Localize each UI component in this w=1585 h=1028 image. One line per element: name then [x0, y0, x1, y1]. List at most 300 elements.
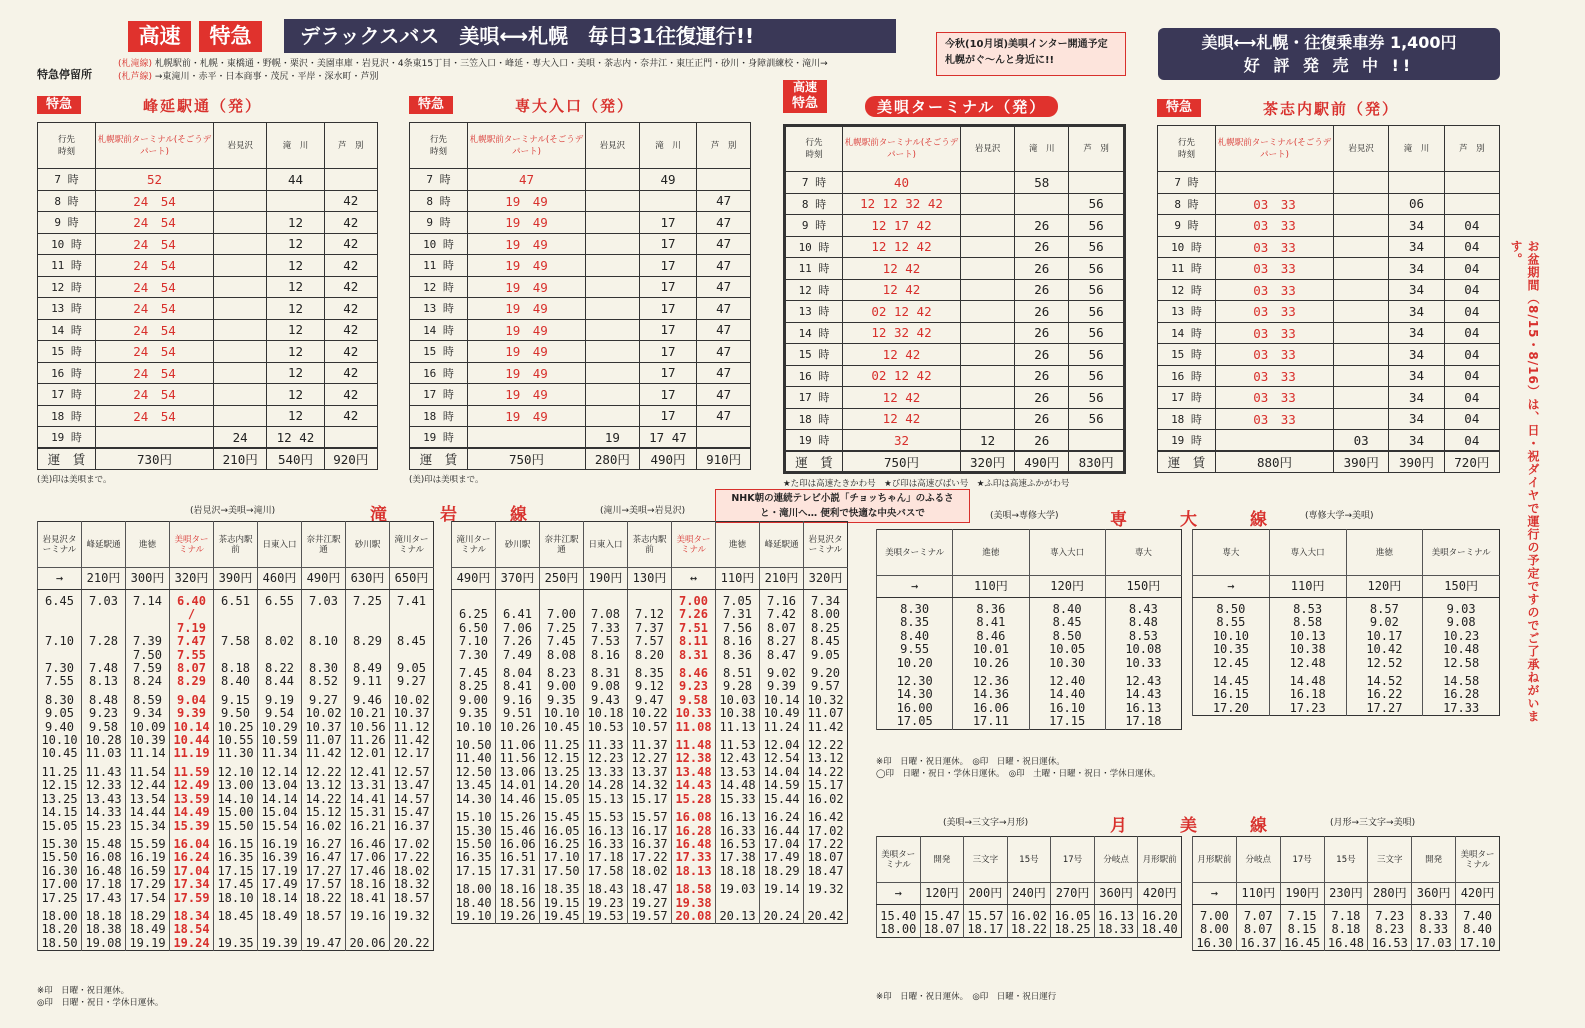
- time-cell: 7.45: [540, 635, 584, 648]
- time-cell: 8.48: [1105, 616, 1181, 629]
- time-cell: 16.48: [1324, 937, 1368, 951]
- time-cell: 14.52: [1346, 670, 1423, 688]
- time-cell: 12.15: [540, 752, 584, 765]
- table-row: [1158, 301, 1500, 323]
- time-cell: 9.08: [1423, 616, 1500, 629]
- time-cell: 10.10: [1193, 630, 1270, 643]
- time-cell: 13.06: [496, 766, 540, 779]
- time-cell: [468, 427, 586, 449]
- hour-cell: 10 時: [410, 233, 468, 255]
- time-cell: 11.43: [82, 761, 126, 779]
- table-row: [877, 688, 1182, 701]
- time-cell: 15.54: [258, 820, 302, 833]
- time-cell: 16.44: [760, 825, 804, 838]
- time-cell: 15.47: [920, 905, 964, 924]
- time-cell: 14.32: [628, 779, 672, 792]
- fare-cell: 490円: [302, 568, 346, 590]
- time-cell: 20.08: [672, 910, 716, 924]
- time-cell: 7.58: [214, 635, 258, 648]
- hour-cell: 13 時: [410, 298, 468, 320]
- fare-cell: ↔: [672, 568, 716, 590]
- time-cell: 7.55: [38, 675, 82, 688]
- time-cell: [760, 897, 804, 910]
- takigan-notes: [37, 985, 163, 1009]
- time-cell: 17 47: [639, 427, 697, 449]
- time-cell: 56: [1069, 279, 1125, 301]
- time-cell: 17.11: [953, 715, 1029, 729]
- fare-cell: 360円: [1094, 883, 1138, 905]
- time-cell: 19.45: [540, 910, 584, 924]
- time-cell: 17.22: [804, 838, 848, 851]
- time-cell: 16.28: [1423, 688, 1500, 701]
- fare-cell: 150円: [1105, 576, 1181, 598]
- time-cell: 9.28: [716, 680, 760, 693]
- fare-cell: →: [877, 576, 953, 598]
- table-row: [410, 298, 751, 320]
- time-cell: 56: [1069, 408, 1125, 430]
- time-cell: 16.51: [496, 851, 540, 864]
- time-cell: 7.37: [628, 622, 672, 635]
- time-cell: 12.27: [628, 752, 672, 765]
- time-cell: 10.37: [302, 721, 346, 734]
- table-row: [1158, 193, 1500, 215]
- time-cell: [1334, 193, 1389, 215]
- time-cell: 6.45: [38, 590, 82, 636]
- hour-cell: 14 時: [1158, 322, 1216, 344]
- time-cell: 8.40: [877, 630, 953, 643]
- time-cell: 16.15: [1193, 688, 1270, 701]
- time-cell: 7.41: [390, 590, 434, 636]
- time-cell: 14.59: [760, 779, 804, 792]
- time-cell: 16.24: [170, 851, 214, 864]
- time-cell: 24 54: [96, 341, 214, 363]
- time-cell: 10.45: [38, 747, 82, 760]
- time-cell: 12.38: [672, 752, 716, 765]
- time-cell: 56: [1069, 344, 1125, 366]
- time-cell: 9.27: [390, 675, 434, 688]
- time-cell: 8.25: [804, 622, 848, 635]
- time-cell: 24 54: [96, 255, 214, 277]
- time-cell: 42: [324, 255, 377, 277]
- fare-cell: 200円: [964, 883, 1008, 905]
- time-cell: 10.55: [214, 734, 258, 747]
- departure-table-1: [409, 94, 751, 485]
- time-cell: 17: [639, 319, 697, 341]
- time-cell: 17.15: [1029, 715, 1105, 729]
- main-banner: デラックスバス 美唄⟷札幌 毎日31往復運行!!: [284, 19, 896, 53]
- time-cell: 8.58: [1269, 616, 1346, 629]
- time-cell: 11.54: [126, 761, 170, 779]
- time-cell: 7.34: [804, 590, 848, 609]
- time-cell: 24 54: [96, 405, 214, 427]
- note-line: ※印 日曜・祝日運休。 ◎印 日曜・祝日運休。: [876, 757, 1065, 767]
- time-cell: 10.33: [1105, 657, 1181, 670]
- time-cell: 8.35: [628, 662, 672, 680]
- header-destination: 滝 川: [267, 123, 324, 169]
- time-cell: [586, 405, 640, 427]
- table-row: [1158, 215, 1500, 237]
- time-cell: 11.07: [804, 707, 848, 720]
- time-cell: 12.17: [390, 747, 434, 760]
- table-row: [38, 793, 434, 806]
- time-cell: 26: [1015, 258, 1069, 280]
- time-cell: 18.57: [302, 905, 346, 923]
- time-cell: 42: [324, 190, 377, 212]
- time-cell: 9.02: [760, 662, 804, 680]
- fare-row: [452, 568, 848, 590]
- time-cell: 8.23: [540, 662, 584, 680]
- hour-cell: 16 時: [1158, 365, 1216, 387]
- table-row: [452, 608, 848, 621]
- time-cell: 9.12: [628, 680, 672, 693]
- time-cell: 18.34: [170, 905, 214, 923]
- time-cell: 12.23: [584, 752, 628, 765]
- time-cell: 10.49: [760, 707, 804, 720]
- time-cell: 16.42: [804, 806, 848, 824]
- header-dest-time: 行先 時刻: [785, 126, 843, 172]
- time-cell: 16.48: [82, 865, 126, 878]
- hour-cell: 18 時: [38, 405, 96, 427]
- time-cell: 13.12: [302, 779, 346, 792]
- time-cell: 8.55: [1193, 616, 1270, 629]
- table-row: [785, 236, 1125, 258]
- time-cell: 12.58: [1423, 657, 1500, 670]
- fare-cell: 490円: [639, 448, 697, 470]
- time-cell: 9.00: [540, 680, 584, 693]
- time-cell: 17.25: [38, 892, 82, 905]
- column-header: 美唄ターミナル: [1456, 837, 1500, 883]
- time-cell: 14.33: [82, 806, 126, 819]
- fare-cell: 420円: [1456, 883, 1500, 905]
- table-row: [38, 298, 378, 320]
- time-cell: 8.00: [1193, 923, 1237, 936]
- time-cell: 8.30: [302, 662, 346, 675]
- hour-cell: 9 時: [1158, 215, 1216, 237]
- time-cell: [1334, 172, 1389, 194]
- fare-row: [410, 448, 751, 470]
- hour-cell: 19 時: [38, 427, 96, 449]
- hour-cell: 7 時: [785, 172, 843, 194]
- sendai-dir1: (美唄→専修大学): [990, 511, 1059, 521]
- departure-table-3: [1157, 97, 1500, 476]
- time-cell: 19.39: [258, 937, 302, 951]
- time-cell: 16.39: [258, 851, 302, 864]
- time-cell: 04: [1444, 279, 1499, 301]
- hour-cell: 17 時: [1158, 387, 1216, 409]
- gekkei-dir1: (美唄→三文字→月形): [943, 818, 1029, 828]
- time-cell: 12.10: [214, 761, 258, 779]
- hour-cell: 16 時: [38, 362, 96, 384]
- time-cell: 10.22: [628, 707, 672, 720]
- time-cell: 12.54: [760, 752, 804, 765]
- time-cell: 17.58: [584, 865, 628, 878]
- time-cell: 15.30: [38, 833, 82, 851]
- stops-label: 特急停留所: [37, 68, 92, 81]
- time-cell: 18.14: [258, 892, 302, 905]
- time-cell: 19.38: [672, 897, 716, 910]
- time-cell: 12 42: [843, 408, 961, 430]
- time-cell: 7.08: [584, 608, 628, 621]
- column-header: 専大: [1193, 530, 1270, 576]
- time-cell: 15.00: [214, 806, 258, 819]
- time-cell: 14.46: [496, 793, 540, 806]
- time-cell: 17: [639, 405, 697, 427]
- time-cell: 10.13: [1269, 630, 1346, 643]
- table-row: [38, 747, 434, 760]
- hour-cell: 10 時: [1158, 236, 1216, 258]
- fare-cell: 250円: [540, 568, 584, 590]
- time-cell: 19.32: [804, 878, 848, 896]
- table-row: [38, 341, 378, 363]
- time-cell: 7.56: [716, 622, 760, 635]
- time-cell: 18.17: [964, 923, 1008, 937]
- time-cell: 16.37: [628, 838, 672, 851]
- time-cell: 11.40: [452, 752, 496, 765]
- limited-express-tag: 特急: [783, 95, 827, 113]
- header-destination: 岩見沢: [214, 123, 267, 169]
- time-cell: 47: [697, 190, 751, 212]
- time-cell: 04: [1444, 387, 1499, 409]
- time-cell: 9.47: [628, 694, 672, 707]
- time-cell: [96, 427, 214, 449]
- time-cell: 13.25: [540, 766, 584, 779]
- time-cell: 7.14: [126, 590, 170, 636]
- time-cell: 7.00: [672, 590, 716, 609]
- time-cell: 15.05: [38, 820, 82, 833]
- time-cell: 9.05: [804, 649, 848, 662]
- time-cell: [214, 233, 267, 255]
- fare-cell: 120円: [1029, 576, 1105, 598]
- time-cell: 7.25: [540, 622, 584, 635]
- time-cell: 10.26: [496, 721, 540, 734]
- header-destination: 岩見沢: [961, 126, 1015, 172]
- time-cell: [324, 169, 377, 191]
- time-cell: [390, 923, 434, 936]
- column-header: 進徳: [126, 522, 170, 568]
- time-cell: 04: [1444, 236, 1499, 258]
- column-header: 奈井江駅通: [540, 522, 584, 568]
- fare-cell: 210円: [82, 568, 126, 590]
- time-cell: 10.48: [1423, 643, 1500, 656]
- fare-row: [1193, 883, 1500, 905]
- time-cell: 11.12: [390, 721, 434, 734]
- time-cell: 12.14: [258, 761, 302, 779]
- fare-cell: 360円: [1412, 883, 1456, 905]
- time-cell: 11.33: [584, 734, 628, 752]
- time-cell: 19 49: [468, 298, 586, 320]
- time-cell: 8.07: [170, 662, 214, 675]
- table-row: [452, 878, 848, 896]
- time-cell: 16.37: [390, 820, 434, 833]
- hour-cell: 11 時: [410, 255, 468, 277]
- time-cell: 7.47: [170, 635, 214, 648]
- time-cell: 16.33: [584, 838, 628, 851]
- table-row: [38, 405, 378, 427]
- time-cell: 7.48: [82, 662, 126, 675]
- time-cell: 13.59: [170, 793, 214, 806]
- time-cell: 18.47: [804, 865, 848, 878]
- time-cell: [1216, 172, 1334, 194]
- time-cell: 17.50: [540, 865, 584, 878]
- time-cell: 03 33: [1216, 215, 1334, 237]
- time-cell: 8.45: [804, 635, 848, 648]
- time-cell: [804, 897, 848, 910]
- time-cell: 34: [1389, 258, 1444, 280]
- sendai-table-2: [1192, 529, 1500, 716]
- time-cell: 16.30: [38, 865, 82, 878]
- time-cell: 16.19: [258, 833, 302, 851]
- time-cell: [214, 212, 267, 234]
- table-row: [38, 362, 378, 384]
- time-cell: 47: [697, 384, 751, 406]
- time-cell: [258, 649, 302, 662]
- time-cell: 03 33: [1216, 301, 1334, 323]
- fare-cell: 420円: [1138, 883, 1182, 905]
- time-cell: 10.38: [716, 707, 760, 720]
- time-cell: [258, 923, 302, 936]
- table-row: [452, 721, 848, 734]
- time-cell: 17.54: [126, 892, 170, 905]
- time-cell: 34: [1389, 236, 1444, 258]
- time-cell: 19 49: [468, 384, 586, 406]
- time-cell: 17.15: [214, 865, 258, 878]
- table-row: [1158, 236, 1500, 258]
- time-cell: 17: [639, 384, 697, 406]
- time-cell: 26: [1015, 387, 1069, 409]
- time-cell: 7.42: [760, 608, 804, 621]
- time-cell: 15.05: [540, 793, 584, 806]
- time-cell: 13.48: [672, 766, 716, 779]
- time-cell: 56: [1069, 258, 1125, 280]
- hour-cell: 12 時: [785, 279, 843, 301]
- table-row: [1158, 365, 1500, 387]
- time-cell: 18.58: [672, 878, 716, 896]
- time-cell: 8.16: [584, 649, 628, 662]
- time-cell: 8.29: [346, 635, 390, 648]
- time-cell: 12.22: [302, 761, 346, 779]
- table-row: [1193, 688, 1500, 701]
- time-cell: 12.41: [346, 761, 390, 779]
- time-cell: [496, 590, 540, 609]
- note-line: ◎印 日曜・祝日・学休日運休。: [37, 998, 164, 1008]
- time-cell: 11.37: [628, 734, 672, 752]
- time-cell: 19.08: [82, 937, 126, 951]
- time-cell: 12.01: [346, 747, 390, 760]
- time-cell: 11.53: [716, 734, 760, 752]
- time-cell: 12: [267, 276, 324, 298]
- time-cell: 10.17: [1346, 630, 1423, 643]
- time-cell: 7.49: [496, 649, 540, 662]
- time-cell: 18.00: [38, 905, 82, 923]
- time-cell: 9.23: [672, 680, 716, 693]
- time-cell: 17: [639, 362, 697, 384]
- fare-row: [1193, 576, 1500, 598]
- time-cell: 16.02: [302, 820, 346, 833]
- column-header: 開発: [1412, 837, 1456, 883]
- time-cell: 16.08: [82, 851, 126, 864]
- time-cell: 42: [324, 212, 377, 234]
- table-row: [1193, 616, 1500, 629]
- time-cell: 17: [639, 276, 697, 298]
- time-cell: 12.43: [1105, 670, 1181, 688]
- table-row: [452, 635, 848, 648]
- hour-cell: 15 時: [38, 341, 96, 363]
- time-cell: 8.57: [1346, 598, 1423, 617]
- time-cell: 18.13: [672, 865, 716, 878]
- time-cell: 18.41: [346, 892, 390, 905]
- time-cell: 15.34: [126, 820, 170, 833]
- table-row: [410, 169, 751, 191]
- table-row: [38, 649, 434, 662]
- time-cell: 10.53: [584, 721, 628, 734]
- table-row: [38, 255, 378, 277]
- table-row: [38, 937, 434, 951]
- time-cell: 19.16: [346, 905, 390, 923]
- time-cell: 19.27: [628, 897, 672, 910]
- time-cell: 16.24: [760, 806, 804, 824]
- table-row: [38, 865, 434, 878]
- departure-stop-title: 峰延駅通（発）: [143, 97, 263, 115]
- time-cell: 11.48: [672, 734, 716, 752]
- time-cell: [1334, 215, 1389, 237]
- time-cell: [214, 319, 267, 341]
- hour-cell: 10 時: [38, 233, 96, 255]
- column-header: 茶志内駅前: [628, 522, 672, 568]
- time-cell: 12.45: [1193, 657, 1270, 670]
- time-cell: 10.14: [170, 721, 214, 734]
- time-cell: 15.17: [628, 793, 672, 806]
- time-cell: 26: [1015, 236, 1069, 258]
- time-cell: 14.58: [1423, 670, 1500, 688]
- takigan-dir2: (滝川→美唄→岩見沢): [600, 506, 686, 516]
- time-cell: 34: [1389, 301, 1444, 323]
- time-cell: 10.56: [346, 721, 390, 734]
- time-cell: 16.10: [1029, 702, 1105, 715]
- hour-cell: 14 時: [38, 319, 96, 341]
- time-cell: [586, 362, 640, 384]
- time-cell: 11.25: [38, 761, 82, 779]
- time-cell: 34: [1389, 215, 1444, 237]
- time-cell: 7.39: [126, 635, 170, 648]
- column-header: 専大: [1105, 530, 1181, 576]
- time-cell: 14.41: [346, 793, 390, 806]
- time-cell: 16.02: [1007, 905, 1051, 924]
- fare-row: [877, 883, 1182, 905]
- time-cell: 18.43: [584, 878, 628, 896]
- table-row: [38, 689, 434, 707]
- time-cell: 26: [1015, 279, 1069, 301]
- fare-row: [38, 568, 434, 590]
- time-cell: 20.06: [346, 937, 390, 951]
- time-cell: 12 12 42: [843, 236, 961, 258]
- time-cell: 47: [697, 362, 751, 384]
- time-cell: 9.58: [672, 694, 716, 707]
- table-row: [877, 598, 1182, 617]
- time-cell: 24 54: [96, 233, 214, 255]
- fare-row: [1158, 451, 1500, 473]
- time-cell: 17.06: [346, 851, 390, 864]
- header-destination: 芦 別: [1444, 126, 1499, 172]
- time-cell: 02 12 42: [843, 301, 961, 323]
- time-cell: 10.09: [126, 721, 170, 734]
- hour-cell: 11 時: [785, 258, 843, 280]
- time-cell: [346, 649, 390, 662]
- fare-cell: 運 賃: [38, 448, 96, 470]
- column-header: 奈井江駅通: [302, 522, 346, 568]
- table-note: (美)印は美唄まで。: [409, 475, 484, 485]
- table-row: [1158, 344, 1500, 366]
- time-cell: 15.31: [346, 806, 390, 819]
